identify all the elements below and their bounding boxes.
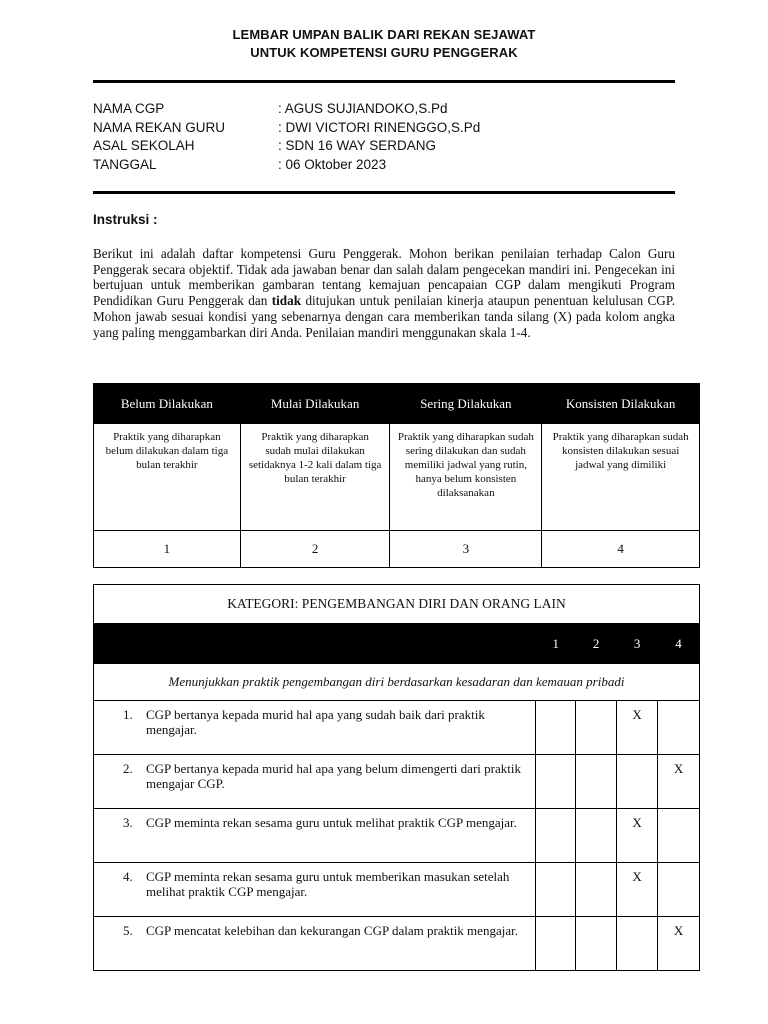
instructions-heading: Instruksi :: [93, 212, 158, 227]
info-value: : AGUS SUJIANDOKO,S.Pd: [278, 101, 448, 116]
table-row: [94, 917, 700, 971]
instructions-text: Berikut ini adalah daftar kompetensi Guru Penggerak. Mohon berikan penilaian terhadap Calon Guru Penggerak secara objektif. Tidak ada jawaban benar dan salah dalam pengecekan mandiri ini. Pengecekan ini bertujuan untuk memberikan gambaran tentang kemajuan pencapaian CGP dalam mengikuti Program Pendidikan Guru Penggerak dan: [93, 246, 675, 309]
info-value: : SDN 16 WAY SERDANG: [278, 138, 437, 153]
statement-cell: [94, 917, 536, 971]
statement-cell: [94, 809, 536, 863]
rating-cell-4[interactable]: [658, 809, 700, 863]
info-value: : DWI VICTORI RINENGGO,S.Pd: [278, 119, 481, 135]
rating-scale-table: [93, 383, 700, 568]
header-blank-cell: [94, 624, 536, 664]
rating-cell-3[interactable]: X: [617, 863, 658, 917]
statement-text: CGP bertanya kepada murid hal apa yang sudah baik dari praktik mengajar.: [146, 707, 485, 737]
statement-text: CGP mencatat kelebihan dan kekurangan CGP dalam praktik mengajar.: [146, 923, 518, 938]
rating-cell-1[interactable]: [536, 917, 576, 971]
scale-header-row: [94, 384, 700, 424]
scale-number-4: 4: [542, 531, 700, 568]
scale-number-2: 2: [240, 531, 390, 568]
statement-number: 1.: [123, 707, 133, 722]
info-label: NAMA CGP: [93, 101, 165, 116]
info-label: NAMA REKAN GURU: [93, 119, 226, 135]
rating-cell-2[interactable]: [576, 755, 617, 809]
rating-cell-1[interactable]: [536, 755, 576, 809]
info-label: TANGGAL: [93, 156, 157, 172]
rating-cell-3[interactable]: [617, 755, 658, 809]
scale-header-4: Konsisten Dilakukan: [542, 384, 700, 424]
category-title: KATEGORI: PENGEMBANGAN DIRI DAN ORANG LAIN: [94, 585, 700, 624]
statement-text: CGP bertanya kepada murid hal apa yang belum dimengerti dari praktik mengajar CGP.: [146, 761, 521, 791]
rating-cell-2[interactable]: [576, 917, 617, 971]
scale-number-3: 3: [390, 531, 542, 568]
rating-cell-4[interactable]: X: [658, 755, 700, 809]
statement-number: 3.: [123, 815, 133, 830]
table-row: [94, 755, 700, 809]
statement-text: CGP meminta rekan sesama guru untuk melihat praktik CGP mengajar.: [146, 815, 517, 830]
info-row-asal-sekolah: [93, 138, 675, 157]
category-assessment-table: [93, 584, 700, 971]
table-row: [94, 809, 700, 863]
table-row: [94, 863, 700, 917]
column-header-2: 2: [576, 624, 617, 664]
rating-cell-4[interactable]: [658, 863, 700, 917]
statement-cell: [94, 755, 536, 809]
category-title-row: [94, 585, 700, 624]
column-header-1: 1: [536, 624, 576, 664]
statement-number: 4.: [123, 869, 133, 884]
info-row-tanggal: [93, 157, 675, 176]
rating-cell-3[interactable]: X: [617, 809, 658, 863]
rating-cell-4[interactable]: X: [658, 917, 700, 971]
scale-header-2: Mulai Dilakukan: [240, 384, 390, 424]
instructions-body: [93, 246, 675, 340]
rating-cell-2[interactable]: [576, 809, 617, 863]
rating-cell-4[interactable]: [658, 701, 700, 755]
scale-header-3: Sering Dilakukan: [390, 384, 542, 424]
rating-cell-1[interactable]: [536, 863, 576, 917]
top-divider: [93, 80, 675, 83]
bottom-divider: [93, 191, 675, 194]
statement-number: 5.: [123, 923, 133, 938]
statement-cell: [94, 701, 536, 755]
title-line-2: UNTUK KOMPETENSI GURU PENGGERAK: [250, 45, 518, 60]
identity-info: [93, 101, 675, 175]
info-row-nama-cgp: [93, 101, 675, 120]
info-value: : 06 Oktober 2023: [278, 156, 387, 172]
column-header-row: [94, 624, 700, 664]
rating-cell-3[interactable]: X: [617, 701, 658, 755]
subheading-row: [94, 664, 700, 701]
info-label: ASAL SEKOLAH: [93, 138, 195, 153]
statement-cell: [94, 863, 536, 917]
statement-text: CGP meminta rekan sesama guru untuk memberikan masukan setelah melihat praktik CGP mengajar.: [146, 869, 510, 899]
column-header-3: 3: [617, 624, 658, 664]
rating-cell-1[interactable]: [536, 701, 576, 755]
statement-number: 2.: [123, 761, 133, 776]
title-line-1: LEMBAR UMPAN BALIK DARI REKAN SEJAWAT: [232, 27, 536, 42]
rating-cell-1[interactable]: [536, 809, 576, 863]
category-subheading: Menunjukkan praktik pengembangan diri berdasarkan kesadaran dan kemauan pribadi: [94, 664, 700, 701]
scale-number-1: 1: [94, 531, 241, 568]
instructions-bold-word: tidak: [271, 293, 302, 309]
scale-description-row: [94, 424, 700, 531]
scale-description-2: Praktik yang diharapkan sudah mulai dilakukan setidaknya 1-2 kali dalam tiga bulan terakhir: [240, 424, 390, 531]
table-row: [94, 701, 700, 755]
scale-description-3: Praktik yang diharapkan sudah sering dilakukan dan sudah memiliki jadwal yang rutin, hanya belum konsisten dilaksanakan: [390, 424, 542, 531]
info-row-nama-rekan-guru: [93, 120, 675, 139]
rating-cell-2[interactable]: [576, 863, 617, 917]
scale-header-1: Belum Dilakukan: [94, 384, 241, 424]
rating-cell-2[interactable]: [576, 701, 617, 755]
rating-cell-3[interactable]: [617, 917, 658, 971]
column-header-4: 4: [658, 624, 700, 664]
scale-description-4: Praktik yang diharapkan sudah konsisten dilakukan sesuai jadwal yang dimiliki: [542, 424, 700, 531]
instructions-text: ditujukan untuk penilaian kinerja ataupun penentuan kelulusan CGP. Mohon jawab sesuai kondisi yang sebenarnya dengan cara memberikan tanda silang (X) pada kolom angka yang paling menggambarkan diri Anda. Penilaian mandiri menggunakan skala 1-4.: [93, 293, 675, 340]
document-title: [93, 26, 675, 62]
scale-number-row: [94, 531, 700, 568]
scale-description-1: Praktik yang diharapkan belum dilakukan dalam tiga bulan terakhir: [94, 424, 241, 531]
